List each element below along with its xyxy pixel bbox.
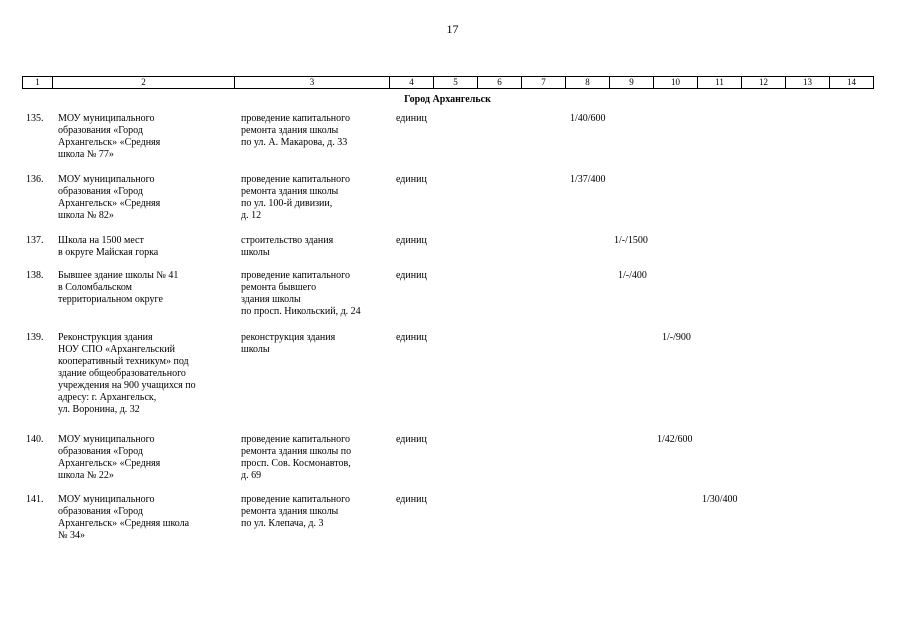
- row-number: 141.: [26, 494, 44, 505]
- capacity-value: 1/40/600: [570, 113, 606, 124]
- work-description-line: ремонта бывшего: [241, 282, 317, 293]
- unit: единиц: [396, 174, 427, 185]
- column-header-cell: 1: [23, 77, 53, 89]
- column-header-cell: 14: [830, 77, 874, 89]
- work-description-line: ремонта здания школы: [241, 506, 339, 517]
- object-name-line: Архангельск» «Средняя: [58, 198, 161, 209]
- work-description: [241, 174, 391, 222]
- object-name: [58, 270, 228, 306]
- work-description: [241, 494, 391, 530]
- work-description-line: д. 69: [241, 470, 262, 481]
- work-description-line: по ул. А. Макарова, д. 33: [241, 137, 348, 148]
- capacity-value: 1/-/900: [662, 332, 691, 343]
- object-name-line: в Соломбальском: [58, 282, 132, 293]
- work-description: [241, 332, 391, 356]
- work-description-line: школы: [241, 344, 270, 355]
- column-header-cell: 6: [478, 77, 522, 89]
- work-description-line: по ул. Клепача, д. 3: [241, 518, 324, 529]
- work-description-line: проведение капитального: [241, 434, 350, 445]
- column-header-cell: 3: [235, 77, 390, 89]
- unit: единиц: [396, 332, 427, 343]
- work-description-line: по ул. 100-й дивизии,: [241, 198, 333, 209]
- object-name-line: Архангельск» «Средняя: [58, 458, 161, 469]
- object-name-line: Архангельск» «Средняя: [58, 137, 161, 148]
- object-name-line: № 34»: [58, 530, 86, 541]
- object-name-line: адресу: г. Архангельск,: [58, 392, 157, 403]
- column-header-cell: 10: [654, 77, 698, 89]
- column-header-cell: 7: [522, 77, 566, 89]
- object-name-line: учреждения на 900 учащихся по: [58, 380, 196, 391]
- row-number: 138.: [26, 270, 44, 281]
- object-name-line: МОУ муниципального: [58, 113, 155, 124]
- work-description-line: по просп. Никольский, д. 24: [241, 306, 361, 317]
- object-name-line: школа № 22»: [58, 470, 114, 481]
- work-description-line: реконструкция здания: [241, 332, 336, 343]
- column-header-cell: 11: [698, 77, 742, 89]
- work-description-line: здания школы: [241, 294, 301, 305]
- object-name: [58, 174, 228, 222]
- object-name: [58, 434, 228, 482]
- page-number: 17: [446, 22, 459, 36]
- capacity-value: 1/30/400: [702, 494, 738, 505]
- object-name: [58, 332, 228, 416]
- work-description-line: просп. Сов. Космонавтов,: [241, 458, 351, 469]
- object-name-line: образования «Город: [58, 125, 143, 136]
- column-header-cell: 4: [390, 77, 434, 89]
- object-name-line: МОУ муниципального: [58, 434, 155, 445]
- object-name-line: школа № 82»: [58, 210, 114, 221]
- work-description: [241, 270, 391, 318]
- unit: единиц: [396, 270, 427, 281]
- unit: единиц: [396, 113, 427, 124]
- column-header-cell: 12: [742, 77, 786, 89]
- column-header-cell: 9: [610, 77, 654, 89]
- object-name: [58, 494, 228, 542]
- object-name: [58, 113, 228, 161]
- row-number: 135.: [26, 113, 44, 124]
- column-number-header: [22, 76, 874, 89]
- work-description-line: проведение капитального: [241, 494, 350, 505]
- object-name-line: школа № 77»: [58, 149, 114, 160]
- object-name-line: в округе Майская горка: [58, 247, 159, 258]
- work-description: [241, 113, 391, 149]
- work-description-line: ремонта здания школы: [241, 125, 339, 136]
- work-description-line: проведение капитального: [241, 113, 350, 124]
- column-header-cell: 5: [434, 77, 478, 89]
- object-name-line: МОУ муниципального: [58, 174, 155, 185]
- column-header-cell: 13: [786, 77, 830, 89]
- object-name-line: Школа на 1500 мест: [58, 235, 144, 246]
- work-description: [241, 434, 391, 482]
- object-name-line: территориальном округе: [58, 294, 163, 305]
- work-description-line: ремонта здания школы: [241, 186, 339, 197]
- work-description-line: проведение капитального: [241, 174, 350, 185]
- unit: единиц: [396, 494, 427, 505]
- object-name-line: образования «Город: [58, 446, 143, 457]
- row-number: 140.: [26, 434, 44, 445]
- unit: единиц: [396, 434, 427, 445]
- unit: единиц: [396, 235, 427, 246]
- object-name-line: МОУ муниципального: [58, 494, 155, 505]
- section-title: Город Архангельск: [404, 94, 491, 105]
- object-name-line: ул. Воронина, д. 32: [58, 404, 140, 415]
- capacity-value: 1/-/1500: [614, 235, 648, 246]
- object-name-line: образования «Город: [58, 506, 143, 517]
- row-number: 136.: [26, 174, 44, 185]
- work-description-line: ремонта здания школы по: [241, 446, 352, 457]
- column-header-cell: 8: [566, 77, 610, 89]
- object-name-line: образования «Город: [58, 186, 143, 197]
- work-description-line: проведение капитального: [241, 270, 350, 281]
- capacity-value: 1/-/400: [618, 270, 647, 281]
- work-description-line: д. 12: [241, 210, 262, 221]
- object-name-line: Реконструкция здания: [58, 332, 153, 343]
- work-description-line: школы: [241, 247, 270, 258]
- work-description-line: строительство здания: [241, 235, 334, 246]
- object-name-line: кооперативный техникум» под: [58, 356, 189, 367]
- object-name-line: Архангельск» «Средняя школа: [58, 518, 190, 529]
- capacity-value: 1/37/400: [570, 174, 606, 185]
- object-name: [58, 235, 228, 259]
- object-name-line: Бывшее здание школы № 41: [58, 270, 179, 281]
- object-name-line: НОУ СПО «Архангельский: [58, 344, 175, 355]
- work-description: [241, 235, 391, 259]
- capacity-value: 1/42/600: [657, 434, 693, 445]
- row-number: 139.: [26, 332, 44, 343]
- object-name-line: здание общеобразовательного: [58, 368, 186, 379]
- row-number: 137.: [26, 235, 44, 246]
- column-header-cell: 2: [53, 77, 235, 89]
